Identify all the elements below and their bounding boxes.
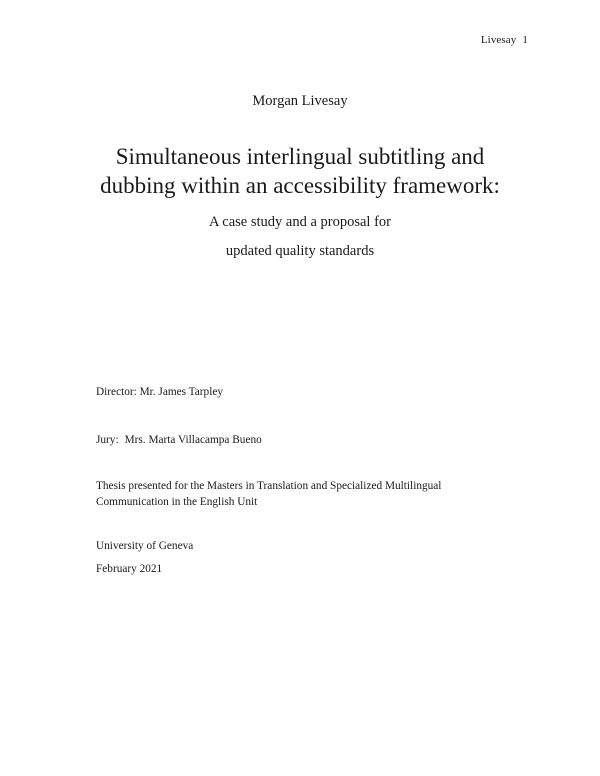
thesis-statement: [96, 478, 516, 510]
running-header-title: Livesay: [480, 34, 517, 46]
jury-member: Mrs. Marta Villacampa Bueno: [124, 434, 262, 446]
thesis-title: [0, 142, 600, 200]
submission-date: February 2021: [96, 563, 163, 575]
thesis-subtitle: [0, 208, 600, 266]
thesis-title-line-2: dubbing within an accessibility framework:: [100, 173, 500, 198]
author-name: Morgan Livesay: [252, 93, 348, 109]
university-name: University of Geneva: [96, 540, 194, 552]
thesis-statement-line-2: Communication in the English Unit: [96, 496, 258, 508]
director-line: Director: Mr. James Tarpley: [96, 386, 223, 398]
running-header: [481, 34, 528, 46]
thesis-statement-line-1: Thesis presented for the Masters in Translation and Specialized Multilingual: [96, 480, 442, 492]
thesis-subtitle-line-2: updated quality standards: [225, 243, 375, 259]
thesis-title-line-1: Simultaneous interlingual subtitling and: [115, 144, 485, 169]
jury-line: [96, 432, 516, 448]
thesis-subtitle-line-1: A case study and a proposal for: [208, 214, 391, 230]
page-number: 1: [522, 34, 528, 46]
jury-label: Jury:: [96, 434, 119, 446]
